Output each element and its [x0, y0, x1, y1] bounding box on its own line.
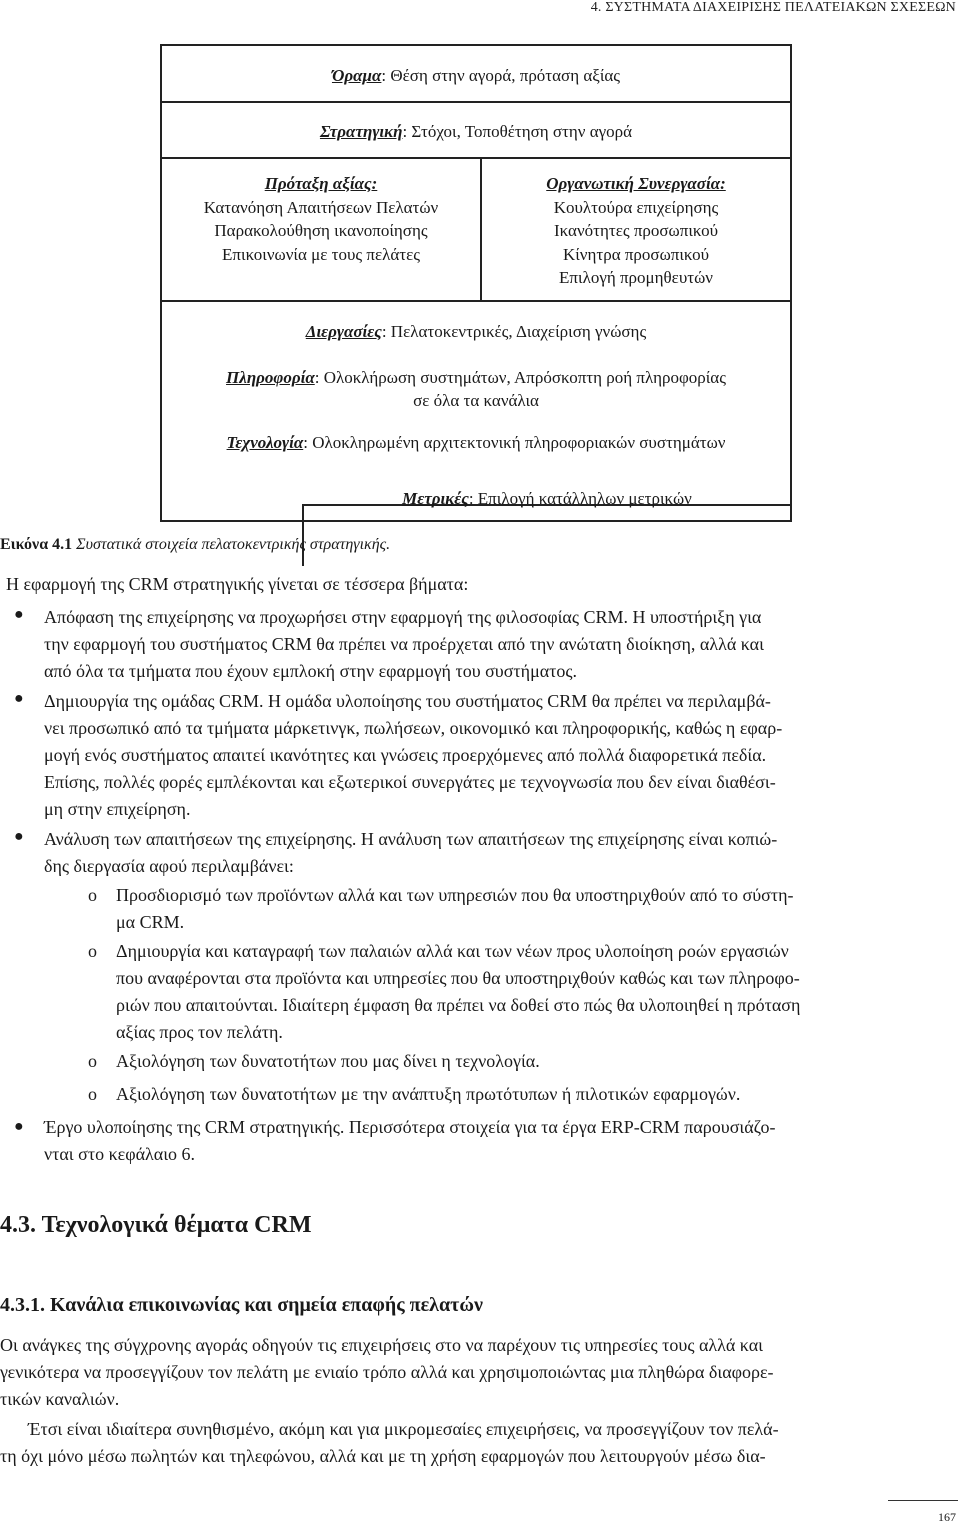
text-line: τικών καναλιών.	[0, 1389, 120, 1409]
sub-bullet-marker: o	[88, 885, 97, 905]
bullet-marker: ●	[14, 1118, 24, 1135]
org-line: Κίνητρα προσωπικού	[562, 244, 710, 264]
processes-row	[162, 320, 790, 343]
metrics-box	[302, 504, 792, 566]
vision-label: Όραμα	[331, 66, 382, 85]
value-prop-line: Παρακολούθηση ικανοποίησης	[214, 221, 428, 240]
organizational-cooperation-cell	[482, 172, 790, 290]
text-line: αξίας προς τον πελάτη.	[116, 1022, 283, 1042]
text-line: Απόφαση της επιχείρησης να προχωρήσει στην εφαρμογή της φιλοσοφίας CRM. Η υποστήριξη για	[44, 607, 762, 627]
bullet-item	[44, 604, 956, 685]
diagram-divider	[162, 300, 790, 302]
metrics-label: Μετρικές	[402, 489, 469, 508]
processes-text: : Πελατοκεντρικές, Διαχείριση γνώσης	[381, 322, 647, 341]
text-line: Έτσι είναι ιδιαίτερα συνηθισμένο, ακόμη και για μικρομεσαίες επιχειρήσεις, να προσεγγίζουν τον πελά-	[28, 1419, 779, 1439]
text-line: την εφαρμογή του συστήματος CRM θα πρέπει να προέρχεται από την ανώτατη διοίκηση, αλλά και	[44, 634, 764, 654]
strategy-row	[162, 120, 790, 143]
sub-bullet-item	[116, 938, 956, 1046]
bullet-marker: ●	[14, 606, 24, 623]
text-line: ριών που απαιτούνται. Ιδιαίτερη έμφαση θα πρέπει να δοθεί στο πώς θα υλοποιηθεί η πρόταση	[116, 995, 801, 1015]
metrics-text: : Επιλογή κατάλληλων μετρικών	[468, 489, 692, 508]
text-line: δης διεργασία αφού περιλαμβάνει:	[44, 856, 294, 876]
text-line: Προσδιορισμό των προϊόντων αλλά και των υπηρεσιών που θα υποστηριχθούν από το σύστη-	[116, 885, 794, 905]
org-line: Επιλογή προμηθευτών	[559, 268, 713, 287]
diagram-divider	[162, 101, 790, 103]
subsection-heading: 4.3.1. Κανάλια επικοινωνίας και σημεία επαφής πελατών	[0, 1294, 483, 1316]
bullet-item	[44, 688, 956, 823]
value-prop-line: Επικοινωνία με τους πελάτες	[222, 244, 420, 264]
technology-text: : Ολοκληρωμένη αρχιτεκτονική πληροφοριακών συστημάτων	[303, 433, 726, 452]
caption-text: Συστατικά στοιχεία πελατοκεντρικής στρατηγικής.	[72, 536, 391, 553]
metrics-row	[302, 487, 792, 510]
text-line: Αξιολόγηση των δυνατοτήτων που μας δίνει η τεχνολογία.	[116, 1051, 540, 1071]
information-label: Πληροφορία	[226, 368, 315, 387]
text-line: Δημιουργία και καταγραφή των παλαιών αλλά και των νέων προς υλοποίηση ροών εργασιών	[116, 941, 789, 961]
text-line: Αξιολόγηση των δυνατοτήτων με την ανάπτυξη πρωτότυπων ή πιλοτικών εφαρμογών.	[116, 1084, 741, 1104]
running-head: 4. ΣΥΣΤΗΜΑΤΑ ΔΙΑΧΕΙΡΙΣΗΣ ΠΕΛΑΤΕΙΑΚΩΝ ΣΧΕΣΕΩΝ	[590, 0, 956, 15]
text-line: Έργο υλοποίησης της CRM στρατηγικής. Περισσότερα στοιχεία για τα έργα ERP-CRM παρουσιάζο-	[44, 1117, 776, 1137]
org-line: Κουλτούρα επιχείρησης	[553, 197, 719, 217]
strategy-label: Στρατηγική	[319, 122, 403, 141]
text-line: νει προσωπικό από τα τμήματα μάρκετινγκ, πωλήσεων, οικονομικό και πληροφορικής, καθώς η εφαρ-	[44, 718, 783, 738]
text-line: μογή ενός συστήματος απαιτεί ικανότητες και γνώσεις προερχόμενες από πολλά διαφορετικά πεδία.	[44, 745, 767, 765]
text-line: γενικότερα να προσεγγίζουν τον πελάτη με ενιαίο τρόπο αλλά και χρησιμοποιώντας μια πληθώρα διαφορε-	[0, 1362, 774, 1382]
sub-bullet-marker: o	[88, 941, 97, 961]
bullet-marker: ●	[14, 690, 24, 707]
information-row	[162, 366, 790, 389]
vision-row	[162, 64, 790, 87]
sub-bullet-item	[116, 882, 956, 936]
text-line: Δημιουργία της ομάδας CRM. Η ομάδα υλοποίησης του συστήματος CRM θα πρέπει να περιλαμβά-	[44, 691, 771, 711]
text-line: Επίσης, πολλές φορές εμπλέκονται και εξωτερικοί συνεργάτες με τεχνογνωσία που δεν είναι διαθέσι-	[44, 772, 776, 792]
body-paragraph-1	[0, 1332, 958, 1413]
value-prop-label: Πρόταξη αξίας:	[264, 174, 378, 193]
intro-paragraph: Η εφαρμογή της CRM στρατηγικής γίνεται σε τέσσερα βήματα:	[6, 574, 469, 594]
technology-label: Τεχνολογία	[226, 433, 304, 452]
text-line: νται στο κεφάλαιο 6.	[44, 1144, 196, 1164]
sub-bullet-item	[116, 1081, 956, 1108]
figure-caption	[0, 536, 390, 554]
vision-text: : Θέση στην αγορά, πρόταση αξίας	[381, 66, 621, 85]
text-line: που αναφέρονται στα προϊόντα και υπηρεσίες που θα υποστηριχθούν καθώς και των πληροφο-	[116, 968, 800, 988]
processes-label: Διεργασίες	[305, 322, 382, 341]
text-line: από όλα τα τμήματα που έχουν εμπλοκή στην εφαρμογή του συστήματος.	[44, 661, 578, 681]
sub-bullet-marker: o	[88, 1084, 97, 1104]
information-text: : Ολοκλήρωση συστημάτων, Απρόσκοπτη ροή πληροφορίας	[314, 368, 726, 387]
sub-bullet-marker: o	[88, 1051, 97, 1071]
sub-bullet-item	[116, 1048, 956, 1075]
value-prop-line: Κατανόηση Απαιτήσεων Πελατών	[203, 197, 439, 217]
body-paragraph-2	[0, 1416, 958, 1470]
org-label: Οργανωτική Συνεργασία:	[546, 174, 726, 193]
bullet-item	[44, 826, 956, 880]
text-line: μα CRM.	[116, 912, 185, 932]
strategy-text: : Στόχοι, Τοποθέτηση στην αγορά	[402, 122, 633, 141]
text-line: Ανάλυση των απαιτήσεων της επιχείρησης. Η ανάλυση των απαιτήσεων της επιχείρησης είναι κοπιώ-	[44, 829, 778, 849]
section-heading: 4.3. Τεχνολογικά θέματα CRM	[0, 1212, 312, 1238]
text-line: Οι ανάγκες της σύγχρονης αγοράς οδηγούν τις επιχειρήσεις στο να παρέχουν τις υπηρεσίες τους αλλά και	[0, 1335, 763, 1355]
text-line: τη όχι μόνο μέσω πωλητών και τηλεφώνου, αλλά και με τη χρήση εφαρμογών που λειτουργούν μέσω δια-	[0, 1446, 766, 1466]
org-line: Ικανότητες προσωπικού	[553, 221, 719, 240]
value-proposition-cell	[162, 172, 480, 266]
bullet-item	[44, 1114, 956, 1168]
caption-label: Εικόνα 4.1	[0, 536, 73, 553]
information-row-2: σε όλα τα κανάλια	[413, 391, 539, 410]
crm-strategy-diagram	[160, 44, 792, 522]
bullet-marker: ●	[14, 828, 24, 845]
technology-row	[162, 431, 790, 454]
diagram-divider	[162, 157, 790, 159]
text-line: μη στην επιχείρηση.	[44, 799, 191, 819]
page-number: 167	[938, 1510, 956, 1524]
footer-rule	[888, 1500, 958, 1501]
